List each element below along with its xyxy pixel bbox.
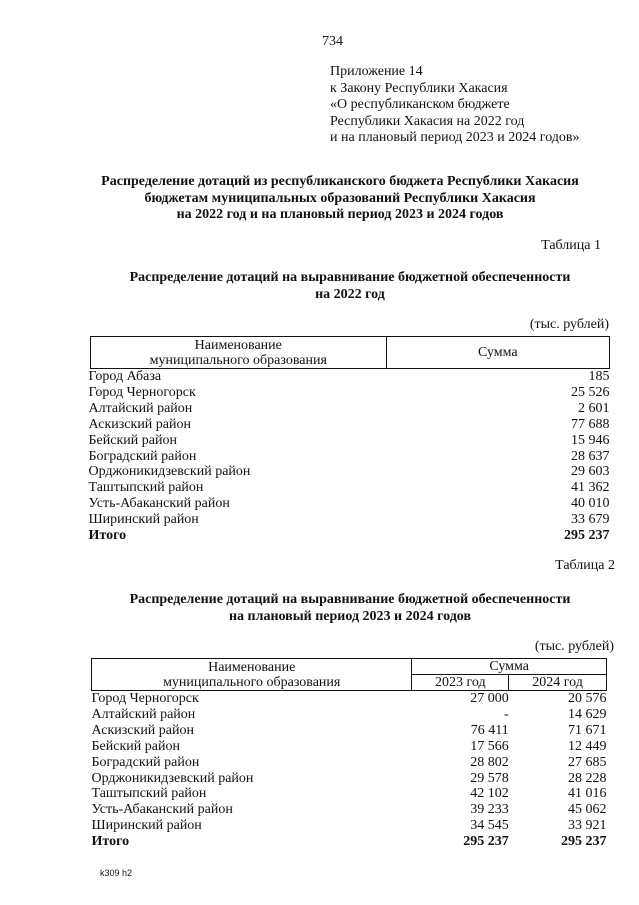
table2-title-line: Распределение дотаций на выравнивание бюджетной обеспеченности xyxy=(129,592,571,607)
title-line: бюджетам муниципальных образований Республики Хакасия xyxy=(144,190,536,206)
total-label: Итого xyxy=(88,528,127,544)
table-row xyxy=(91,417,610,433)
appendix-reference xyxy=(330,64,580,147)
table2-header xyxy=(92,659,607,675)
municipality-name: Орджоникидзевский район xyxy=(91,770,254,786)
table2-label: Таблица 2 xyxy=(555,558,615,573)
municipality-name: Орджоникидзевский район xyxy=(88,464,251,480)
amount-value: 185 xyxy=(588,369,610,384)
page-number: 734 xyxy=(322,34,343,49)
municipality-name: Таштыпский район xyxy=(91,786,207,802)
municipality-name: Боградский район xyxy=(88,448,197,464)
table2 xyxy=(91,658,607,850)
table-row xyxy=(91,512,610,528)
amount-2023: 27 000 xyxy=(470,691,509,706)
amount-value: 29 603 xyxy=(571,464,610,480)
amount-value: 28 637 xyxy=(571,448,610,464)
table2-header-year-2024: 2024 год xyxy=(509,675,607,691)
amount-2023: 42 102 xyxy=(470,786,509,802)
municipality-name: Аскизский район xyxy=(91,722,194,738)
amount-2024: 33 921 xyxy=(568,818,607,834)
table1-label: Таблица 1 xyxy=(541,238,601,253)
table1-total-row xyxy=(91,528,610,544)
appendix-line: Приложение 14 xyxy=(330,64,423,79)
amount-2023: - xyxy=(504,706,509,722)
table1-header-amount: Сумма xyxy=(386,337,609,369)
total-amount: 295 237 xyxy=(564,528,610,544)
municipality-name: Город Черногорск xyxy=(88,384,196,400)
municipality-name: Алтайский район xyxy=(91,706,196,722)
appendix-line: и на плановый период 2023 и 2024 годов» xyxy=(330,130,580,145)
amount-2024: 41 016 xyxy=(568,786,607,802)
table2-header-year-2023: 2023 год xyxy=(412,675,509,691)
amount-value: 25 526 xyxy=(571,384,610,400)
amount-2024: 71 671 xyxy=(568,722,607,738)
title-line: на 2022 год и на плановый период 2023 и 2024 годов xyxy=(176,207,504,222)
amount-2023: 29 578 xyxy=(470,770,509,786)
municipality-name: Город Абаза xyxy=(88,369,162,384)
amount-2024: 45 062 xyxy=(568,802,607,818)
table-row xyxy=(91,433,610,449)
total-2024: 295 237 xyxy=(561,834,607,850)
amount-2023: 76 411 xyxy=(470,722,509,738)
table-row xyxy=(92,723,607,739)
table1-title-line: Распределение дотаций на выравнивание бюджетной обеспеченности xyxy=(129,270,571,285)
municipality-name: Усть-Абаканский район xyxy=(91,802,233,818)
table2-header-name xyxy=(92,659,412,691)
amount-2023: 39 233 xyxy=(470,802,509,818)
municipality-name: Бейский район xyxy=(91,738,180,754)
municipality-name: Алтайский район xyxy=(88,400,193,416)
header-name-line1: Наименование xyxy=(194,337,282,353)
table-row xyxy=(91,385,610,401)
amount-value: 15 946 xyxy=(571,432,610,448)
header-name-line2: муниципального образования xyxy=(149,352,327,368)
table-row xyxy=(91,480,610,496)
amount-value: 40 010 xyxy=(571,496,610,512)
municipality-name: Боградский район xyxy=(91,754,200,770)
municipality-name: Аскизский район xyxy=(88,416,191,432)
table-row xyxy=(92,818,607,834)
table2-total-row xyxy=(92,834,607,850)
table1-header xyxy=(91,337,610,369)
amount-2023: 17 566 xyxy=(470,738,509,754)
table-row xyxy=(91,496,610,512)
table-row xyxy=(91,369,610,385)
total-label: Итого xyxy=(91,834,130,850)
municipality-name: Бейский район xyxy=(88,432,177,448)
table-row xyxy=(91,464,610,480)
appendix-line: к Закону Республики Хакасия xyxy=(330,80,508,96)
municipality-name: Усть-Абаканский район xyxy=(88,496,230,512)
table-row xyxy=(92,707,607,723)
title-line: Распределение дотаций из республиканского бюджета Республики Хакасия xyxy=(101,174,579,189)
amount-2024: 28 228 xyxy=(568,770,607,786)
municipality-name: Город Черногорск xyxy=(91,691,199,706)
table1-title-line: на 2022 год xyxy=(315,286,385,302)
amount-2023: 28 802 xyxy=(470,754,509,770)
amount-2024: 27 685 xyxy=(568,754,607,770)
table2-title-line: на плановый период 2023 и 2024 годов xyxy=(228,608,472,624)
amount-value: 2 601 xyxy=(578,400,610,416)
footer-code: k309 h2 xyxy=(100,868,133,878)
table-row xyxy=(91,449,610,465)
appendix-line: Республики Хакасия на 2022 год xyxy=(330,113,525,129)
document-title xyxy=(60,174,620,224)
municipality-name: Таштыпский район xyxy=(88,480,204,496)
table2-units: (тыс. рублей) xyxy=(534,639,614,654)
amount-2023: 34 545 xyxy=(470,818,509,834)
table-row xyxy=(92,786,607,802)
table-row xyxy=(91,401,610,417)
table1-units: (тыс. рублей) xyxy=(529,317,609,332)
table2-body xyxy=(92,691,607,851)
municipality-name: Ширинский район xyxy=(88,512,199,528)
amount-value: 33 679 xyxy=(571,512,610,528)
amount-value: 77 688 xyxy=(571,416,610,432)
table-row xyxy=(92,755,607,771)
table1-title xyxy=(80,270,620,303)
table-row xyxy=(92,802,607,818)
amount-value: 41 362 xyxy=(571,480,610,496)
amount-2024: 14 629 xyxy=(568,706,607,722)
header-name-line2: муниципального образования xyxy=(163,674,341,690)
amount-2024: 20 576 xyxy=(568,691,607,706)
amount-2024: 12 449 xyxy=(568,738,607,754)
appendix-line: «О республиканском бюджете xyxy=(330,97,510,112)
table2-header-amount: Сумма xyxy=(412,659,607,675)
table2-title xyxy=(80,592,620,625)
municipality-name: Ширинский район xyxy=(91,818,202,834)
table1 xyxy=(90,336,610,544)
table1-header-name xyxy=(91,337,387,369)
table-row xyxy=(92,691,607,707)
total-2023: 295 237 xyxy=(463,834,509,850)
header-name-line1: Наименование xyxy=(208,659,296,675)
table-row xyxy=(92,739,607,755)
table-row xyxy=(92,771,607,787)
table1-body xyxy=(88,369,610,544)
